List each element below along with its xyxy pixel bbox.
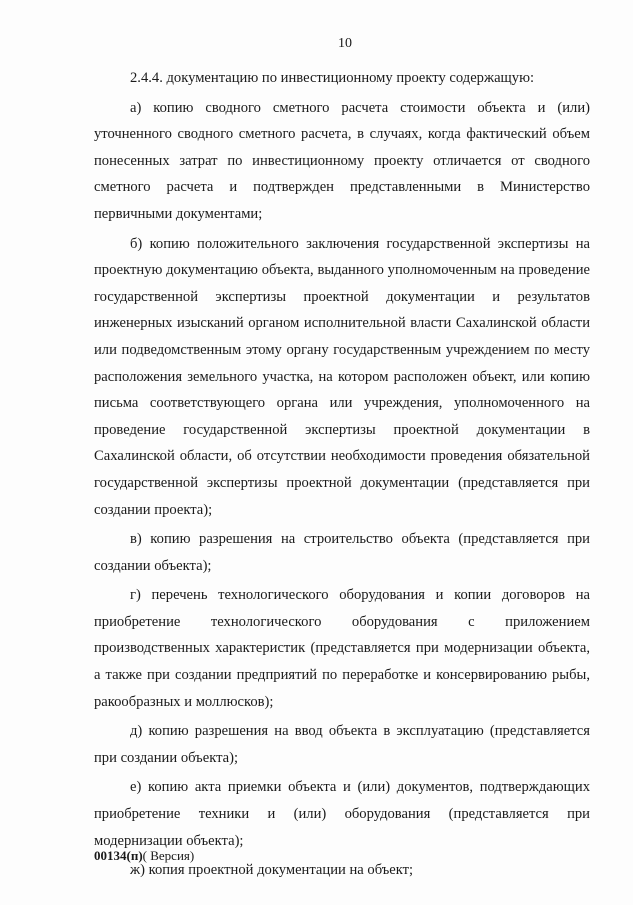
paragraph-g: г) перечень технологического оборудования и копии договоров на приобретение технологического оборудования с приложением производственных характеристик (представляется при модернизации объекта, а также при создании предприятий по переработке и консервированию рыбы, ракообразных и моллюсков);: [94, 587, 590, 710]
paragraph-b: б) копию положительного заключения государственной экспертизы на проектную документацию объекта, выданного уполномоченным на проведение государственной экспертизы проектной документации и результатов инженерных изысканий органом исполнительной власти Сахалинской области или подведомственным этому органу государственным учреждением по месту расположения земельного участка, на котором расположен объект, или копию письма соответствующего органа или учреждения, уполномоченного на проведение государственной экспертизы проектной документации в Сахалинской области, об отсутствии необходимости проведения обязательной государственной экспертизы проектной документации (представляется при создании проекта);: [94, 235, 590, 518]
document-version: ( Версия): [142, 848, 195, 863]
paragraph-e: е) копию акта приемки объекта и (или) документов, подтверждающих приобретение техники и (или) оборудования (представляется при модернизации объекта);: [94, 779, 590, 849]
paragraph-d: д) копию разрешения на ввод объекта в эксплуатацию (представляется при создании объекта);: [94, 723, 590, 766]
paragraph-zh: ж) копия проектной документации на объект;: [130, 862, 414, 879]
paragraph-a: а) копию сводного сметного расчета стоимости объекта и (или) уточненного сводного сметного расчета, в случаях, когда фактический объем понесенных затрат по инвестиционному проекту отличается от сводного сметного расчета и подтвержден представленными в Министерство первичными документами;: [94, 99, 590, 222]
document-code-number: 00134(п): [94, 848, 143, 863]
paragraph-2-4-4: 2.4.4. документацию по инвестиционному проекту содержащую:: [130, 70, 535, 86]
page-number: 10: [338, 36, 352, 51]
document-code: [94, 848, 194, 864]
paragraph-v: в) копию разрешения на строительство объекта (представляется при создании объекта);: [94, 531, 590, 574]
document-body: [94, 65, 590, 887]
